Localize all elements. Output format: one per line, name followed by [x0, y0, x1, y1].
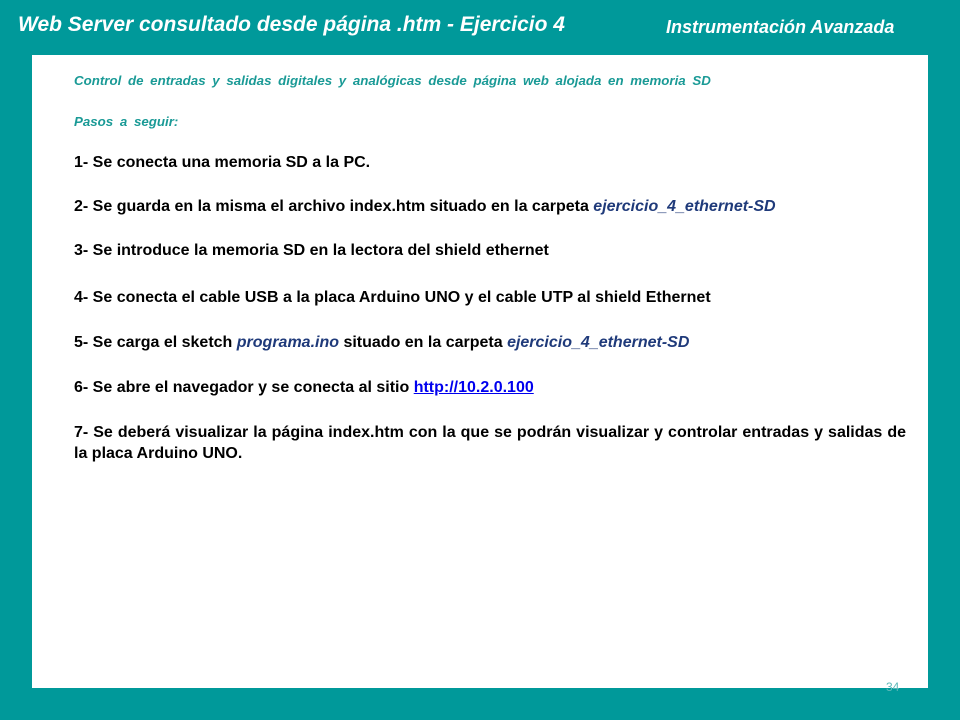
sketch-name: programa.ino — [236, 334, 339, 351]
step-5-text-mid: situado en la carpeta — [339, 334, 508, 351]
step-4-text: 4- Se conecta el cable USB a la placa Arduino UNO y el cable UTP al shield Ethernet — [74, 289, 711, 306]
step-1 — [74, 152, 370, 173]
step-7-text: 7- Se deberá visualizar la página index.htm con la que se podrán visualizar y controlar entradas y salidas de la placa Arduino UNO. — [74, 424, 906, 462]
server-link[interactable]: http://10.2.0.100 — [413, 379, 534, 396]
slide-title: Web Server consultado desde página .htm - Ejercicio 4 — [18, 13, 565, 36]
content-panel — [32, 55, 928, 688]
step-3 — [74, 240, 549, 261]
step-5-text: 5- Se carga el sketch — [74, 334, 237, 351]
folder-name: ejercicio_4_ethernet-SD — [507, 334, 690, 351]
page-number: 34 — [886, 680, 900, 694]
step-7 — [74, 422, 906, 464]
steps-heading: Pasos a seguir: — [74, 114, 179, 129]
step-4 — [74, 287, 711, 308]
step-6-text: 6- Se abre el navegador y se conecta al sitio — [74, 379, 414, 396]
step-2 — [74, 196, 776, 217]
step-2-text: 2- Se guarda en la misma el archivo index.htm situado en la carpeta — [74, 198, 594, 215]
step-1-text: 1- Se conecta una memoria SD a la PC. — [74, 154, 371, 171]
folder-name: ejercicio_4_ethernet-SD — [593, 198, 776, 215]
intro-text: Control de entradas y salidas digitales y analógicas desde página web alojada en memoria SD — [74, 73, 711, 88]
step-5 — [74, 332, 689, 353]
step-3-text: 3- Se introduce la memoria SD en la lectora del shield ethernet — [74, 242, 549, 259]
step-6 — [74, 377, 534, 398]
course-subject: Instrumentación Avanzada — [666, 17, 895, 37]
